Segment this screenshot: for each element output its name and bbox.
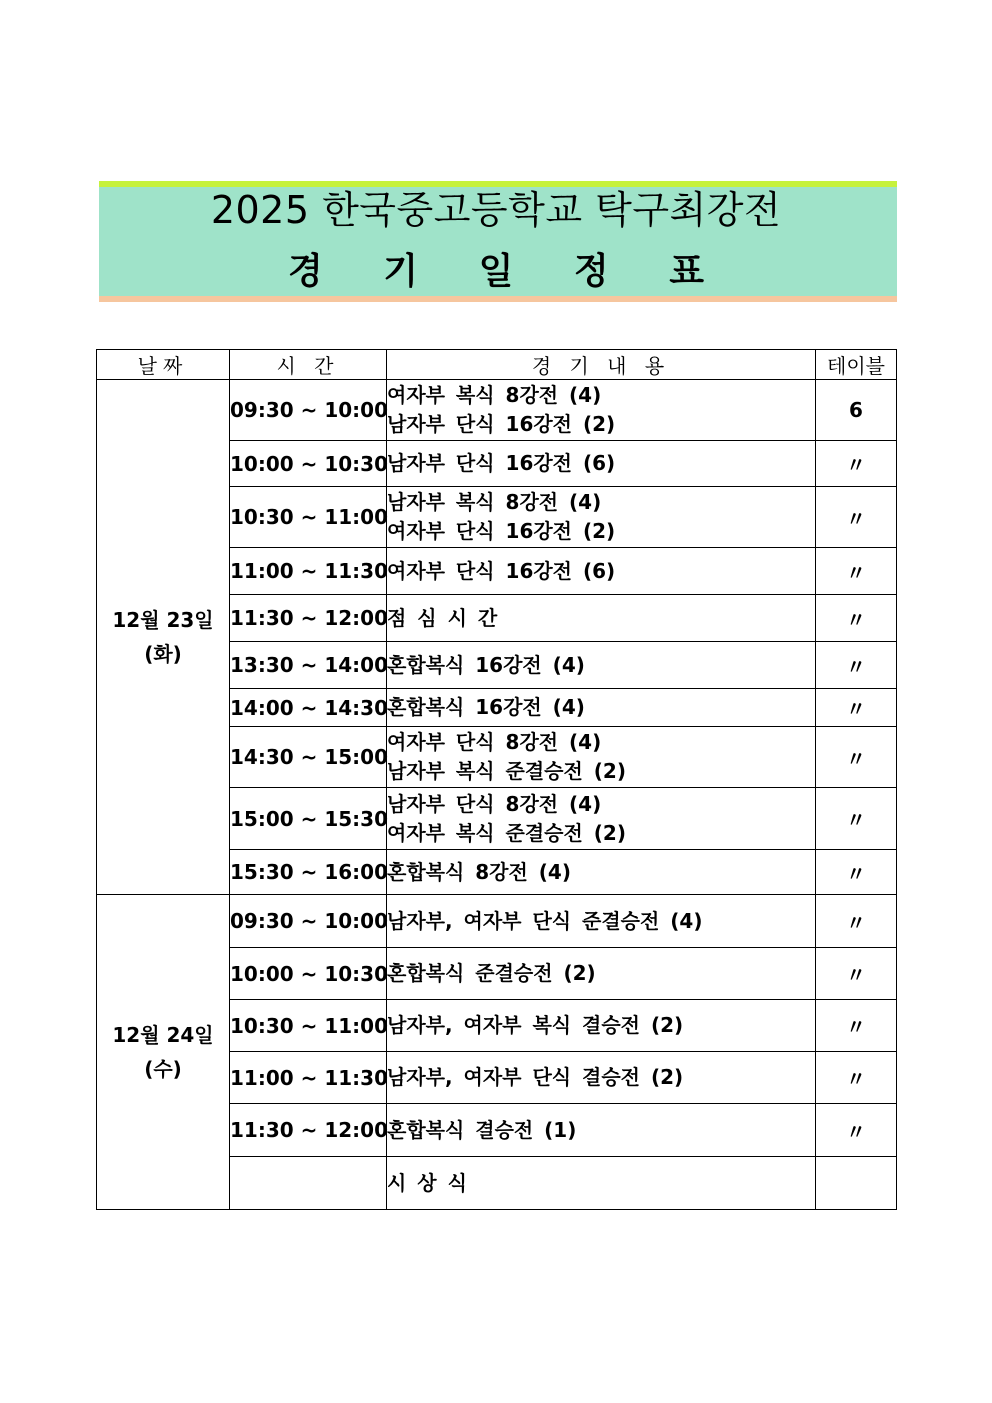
event-text: 남자부, 여자부 단식 준결승전 (4): [387, 908, 703, 933]
table-number-cell: 〃: [816, 1104, 897, 1157]
time-cell: 09:30 ~ 10:00: [230, 380, 387, 441]
table-number-cell: 6: [816, 380, 897, 441]
time-cell: 15:00 ~ 15:30: [230, 788, 387, 850]
date-label: 12월 24일: [112, 1023, 214, 1047]
event-cell: [387, 1157, 816, 1210]
event-text: 혼합복식 준결승전 (2): [387, 961, 596, 985]
event-text: 점 심 시 간: [387, 605, 498, 630]
event-text: 여자부 단식 8강전 (4): [387, 730, 602, 754]
event-text: 여자부 복식 준결승전 (2): [387, 820, 626, 845]
date-label: 12월 23일: [112, 608, 214, 632]
event-cell: [387, 380, 816, 441]
table-number-cell: 〃: [816, 689, 897, 727]
time-cell: 10:00 ~ 10:30: [230, 948, 387, 1000]
schedule-row: [97, 895, 897, 948]
event-text: 여자부 단식 16강전 (6): [387, 558, 616, 583]
time-cell: 13:30 ~ 14:00: [230, 642, 387, 689]
table-number-cell: 〃: [816, 948, 897, 1000]
table-number-cell: 〃: [816, 1052, 897, 1104]
time-cell: 15:30 ~ 16:00: [230, 850, 387, 895]
time-cell: 11:30 ~ 12:00: [230, 595, 387, 642]
event-cell: [387, 1000, 816, 1052]
event-cell: [387, 595, 816, 642]
time-cell: 10:00 ~ 10:30: [230, 441, 387, 487]
time-cell: 11:00 ~ 11:30: [230, 1052, 387, 1104]
header-row: [97, 350, 897, 380]
event-cell: [387, 1052, 816, 1104]
column-header-event: 경 기 내 용: [387, 350, 816, 380]
schedule-row: [97, 380, 897, 441]
event-text: 남자부 단식 16강전 (6): [387, 451, 616, 475]
column-header-date: 날짜: [97, 350, 230, 380]
table-number-cell: 〃: [816, 595, 897, 642]
event-text: 혼합복식 8강전 (4): [387, 859, 571, 884]
weekday-label: (화): [144, 642, 182, 666]
event-cell: [387, 689, 816, 727]
page-title: 2025 한국중고등학교 탁구최강전: [210, 188, 782, 232]
time-cell: 14:00 ~ 14:30: [230, 689, 387, 727]
event-cell: [387, 1104, 816, 1157]
time-cell: 14:30 ~ 15:00: [230, 727, 387, 788]
event-text: 남자부, 여자부 단식 결승전 (2): [387, 1065, 684, 1089]
table-number-cell: 〃: [816, 895, 897, 948]
event-cell: [387, 548, 816, 595]
date-cell: [97, 895, 230, 1210]
event-cell: [387, 788, 816, 850]
event-text: 남자부, 여자부 복식 결승전 (2): [387, 1013, 684, 1037]
event-cell: [387, 895, 816, 948]
table-number-cell: 〃: [816, 441, 897, 487]
schedule-body: [97, 380, 897, 1210]
event-text: 시 상 식: [387, 1170, 467, 1195]
event-cell: [387, 727, 816, 788]
schedule-table: [96, 349, 897, 1210]
weekday-label: (수): [144, 1057, 182, 1081]
table-number-cell: 〃: [816, 642, 897, 689]
table-number-cell: 〃: [816, 1000, 897, 1052]
table-number-cell: 〃: [816, 850, 897, 895]
table-number-cell: 〃: [816, 788, 897, 850]
column-header-time: 시 간: [230, 350, 387, 380]
event-cell: [387, 487, 816, 548]
event-text: 남자부 단식 8강전 (4): [387, 791, 602, 816]
event-cell: [387, 441, 816, 487]
event-text: 여자부 단식 16강전 (2): [387, 519, 616, 543]
event-cell: [387, 948, 816, 1000]
time-cell: 09:30 ~ 10:00: [230, 895, 387, 948]
table-number-cell: [816, 1157, 897, 1210]
table-number-cell: 〃: [816, 727, 897, 788]
event-cell: [387, 642, 816, 689]
time-cell: 10:30 ~ 11:00: [230, 1000, 387, 1052]
date-cell: [97, 380, 230, 895]
time-cell: 10:30 ~ 11:00: [230, 487, 387, 548]
event-text: 남자부 복식 8강전 (4): [387, 490, 602, 514]
event-text: 혼합복식 결승전 (1): [387, 1117, 577, 1142]
event-cell: [387, 850, 816, 895]
event-text: 남자부 복식 준결승전 (2): [387, 759, 626, 783]
event-text: 혼합복식 16강전 (4): [387, 652, 585, 677]
time-cell: 11:30 ~ 12:00: [230, 1104, 387, 1157]
table-number-cell: 〃: [816, 487, 897, 548]
table-number-cell: 〃: [816, 548, 897, 595]
event-text: 혼합복식 16강전 (4): [387, 695, 585, 719]
event-text: 여자부 복식 8강전 (4): [387, 383, 602, 407]
page-subtitle: 경 기 일 정 표: [287, 251, 728, 292]
event-text: 남자부 단식 16강전 (2): [387, 412, 616, 436]
time-cell: [230, 1157, 387, 1210]
time-cell: 11:00 ~ 11:30: [230, 548, 387, 595]
banner-bottom-strip: [99, 296, 897, 302]
column-header-table: 테이블: [816, 350, 897, 380]
